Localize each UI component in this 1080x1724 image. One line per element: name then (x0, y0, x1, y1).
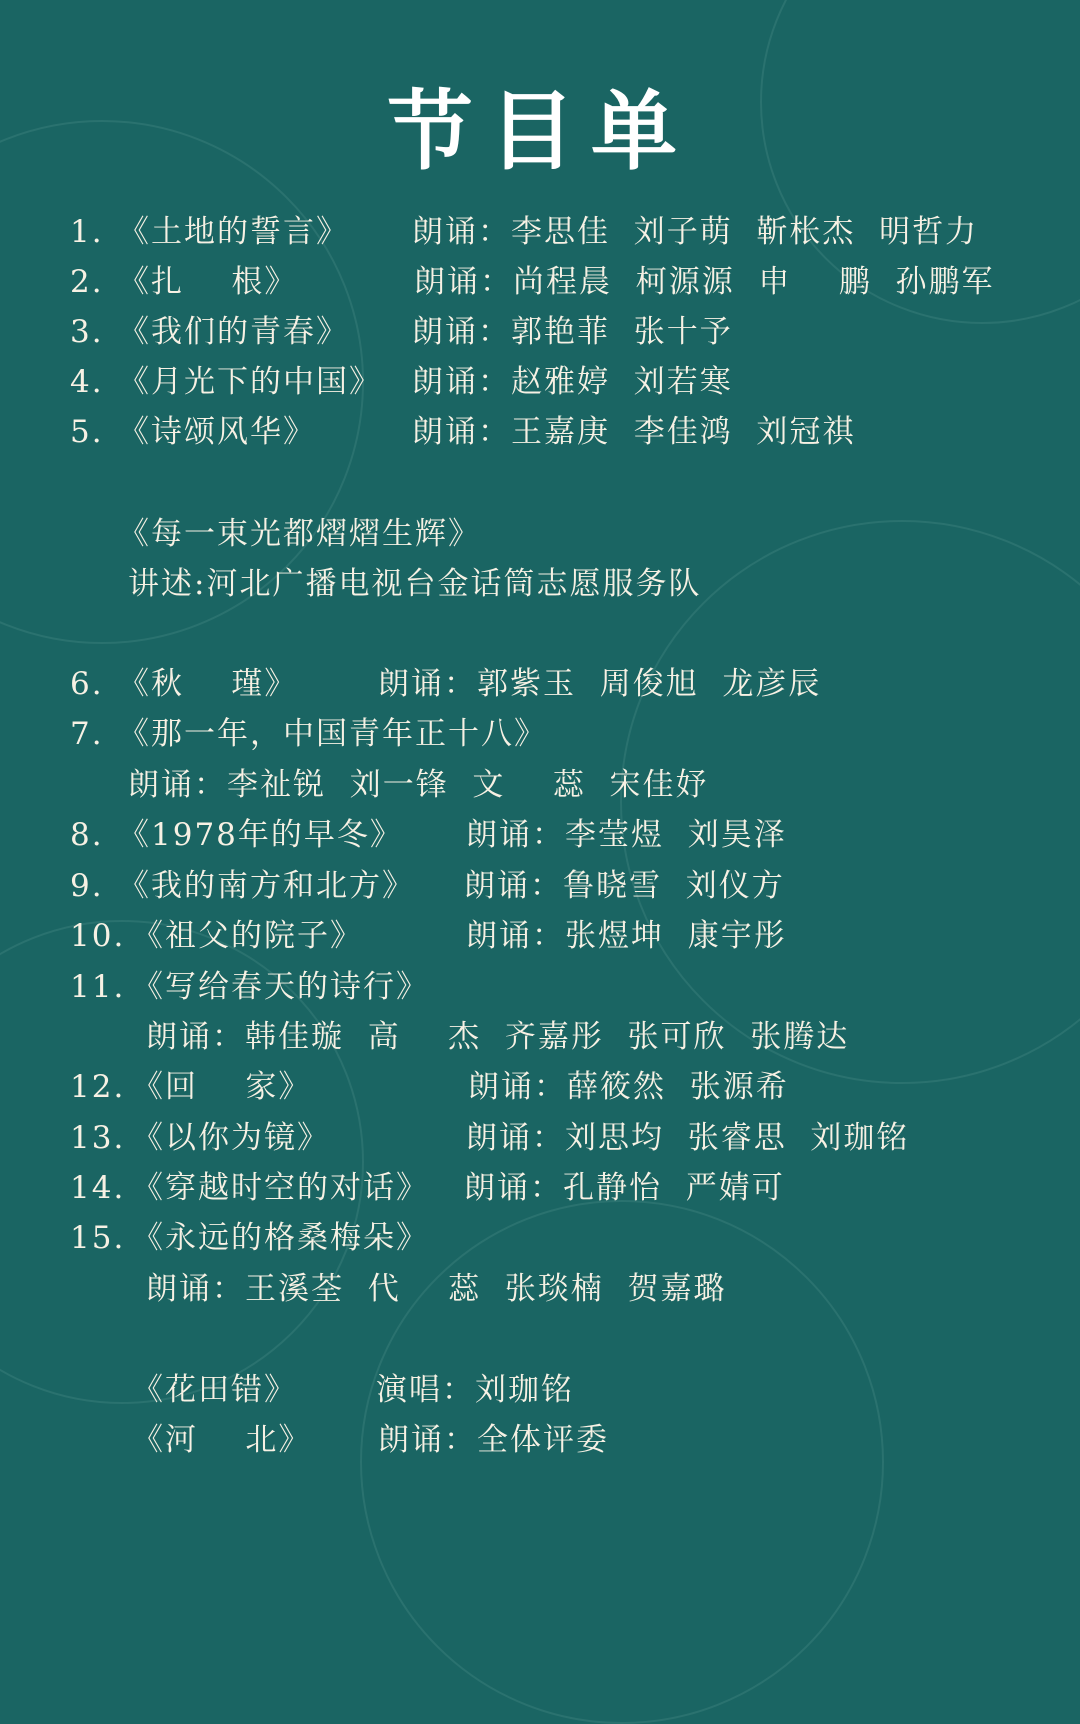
finale-name: 《花田错》 (132, 1372, 297, 1408)
program-credit: 朗诵：刘思均 张睿思 刘珈铭 (466, 1120, 910, 1156)
program-number: 3. (70, 314, 104, 350)
program-name: 《土地的誓言》 (118, 214, 349, 250)
page-title: 节目单 (387, 81, 693, 182)
program-credit: 朗诵：李思佳 刘子萌 靳枨杰 明哲力 (412, 214, 979, 250)
program-credit: 朗诵：薛筱然 张源希 (468, 1069, 789, 1105)
program-number: 12. (70, 1069, 126, 1105)
program-number: 1. (70, 214, 104, 250)
program-credit: 朗诵：王嘉庚 李佳鸿 刘冠祺 (412, 414, 856, 450)
program-credit: 朗诵：尚程晨 柯源源 申 鹏 孙鹏军 (414, 264, 995, 300)
program-number: 9. (70, 868, 104, 904)
program-credit: 朗诵：赵雅婷 刘若寒 (412, 364, 733, 400)
program-credit: 朗诵：韩佳璇 高 杰 齐嘉彤 张可欣 张腾达 (146, 1019, 850, 1055)
program-number: 7. (70, 716, 104, 752)
program-number: 13. (70, 1120, 126, 1156)
program-name: 《1978年的早冬》 (118, 817, 403, 853)
program-credit: 朗诵：鲁晓雪 刘仪方 (464, 868, 785, 904)
program-number: 5. (70, 414, 104, 450)
program-name: 《月光下的中国》 (118, 364, 382, 400)
finale-name: 《河 北》 (132, 1422, 312, 1458)
program-credit: 朗诵：孔静怡 严婧可 (464, 1170, 785, 1206)
program-credit: 朗诵：张煜坤 康宇彤 (466, 918, 787, 954)
finale-credit: 朗诵：全体评委 (378, 1422, 609, 1458)
finale-credit: 演唱：刘珈铭 (376, 1372, 574, 1408)
program-name: 《我的南方和北方》 (118, 868, 415, 904)
program-credit: 朗诵：李祉锐 刘一锋 文 蕊 宋佳妤 (128, 767, 709, 803)
program-number: 11. (70, 969, 126, 1005)
program-credit: 朗诵：李莹煜 刘昊泽 (466, 817, 787, 853)
program-credit: 朗诵：王溪荃 代 蕊 张琰楠 贺嘉璐 (146, 1271, 727, 1307)
program-number: 6. (70, 666, 104, 702)
program-credit: 朗诵：郭紫玉 周俊旭 龙彦辰 (378, 666, 822, 702)
program-name: 《穿越时空的对话》 (132, 1170, 429, 1206)
program-name: 《秋 瑾》 (118, 666, 298, 702)
program-name: 《我们的青春》 (118, 314, 349, 350)
program-name: 《那一年，中国青年正十八》 (118, 716, 547, 752)
program-name: 《以你为镜》 (132, 1120, 330, 1156)
program-name: 《回 家》 (132, 1069, 312, 1105)
program-name: 《永远的格桑梅朵》 (132, 1220, 429, 1256)
program-number: 4. (70, 364, 104, 400)
program-number: 2. (70, 264, 104, 300)
special-program-credit: 讲述:河北广播电视台金话筒志愿服务队 (128, 566, 702, 602)
program-number: 8. (70, 817, 104, 853)
program-number: 15. (70, 1220, 126, 1256)
program-number: 14. (70, 1170, 126, 1206)
program-name: 《写给春天的诗行》 (132, 969, 429, 1005)
program-name: 《诗颂风华》 (118, 414, 316, 450)
program-name: 《祖父的院子》 (132, 918, 363, 954)
program-name: 《扎 根》 (118, 264, 298, 300)
program-credit: 朗诵：郭艳菲 张十予 (412, 314, 733, 350)
special-program-name: 《每一束光都熠熠生辉》 (118, 516, 481, 552)
program-number: 10. (70, 918, 126, 954)
